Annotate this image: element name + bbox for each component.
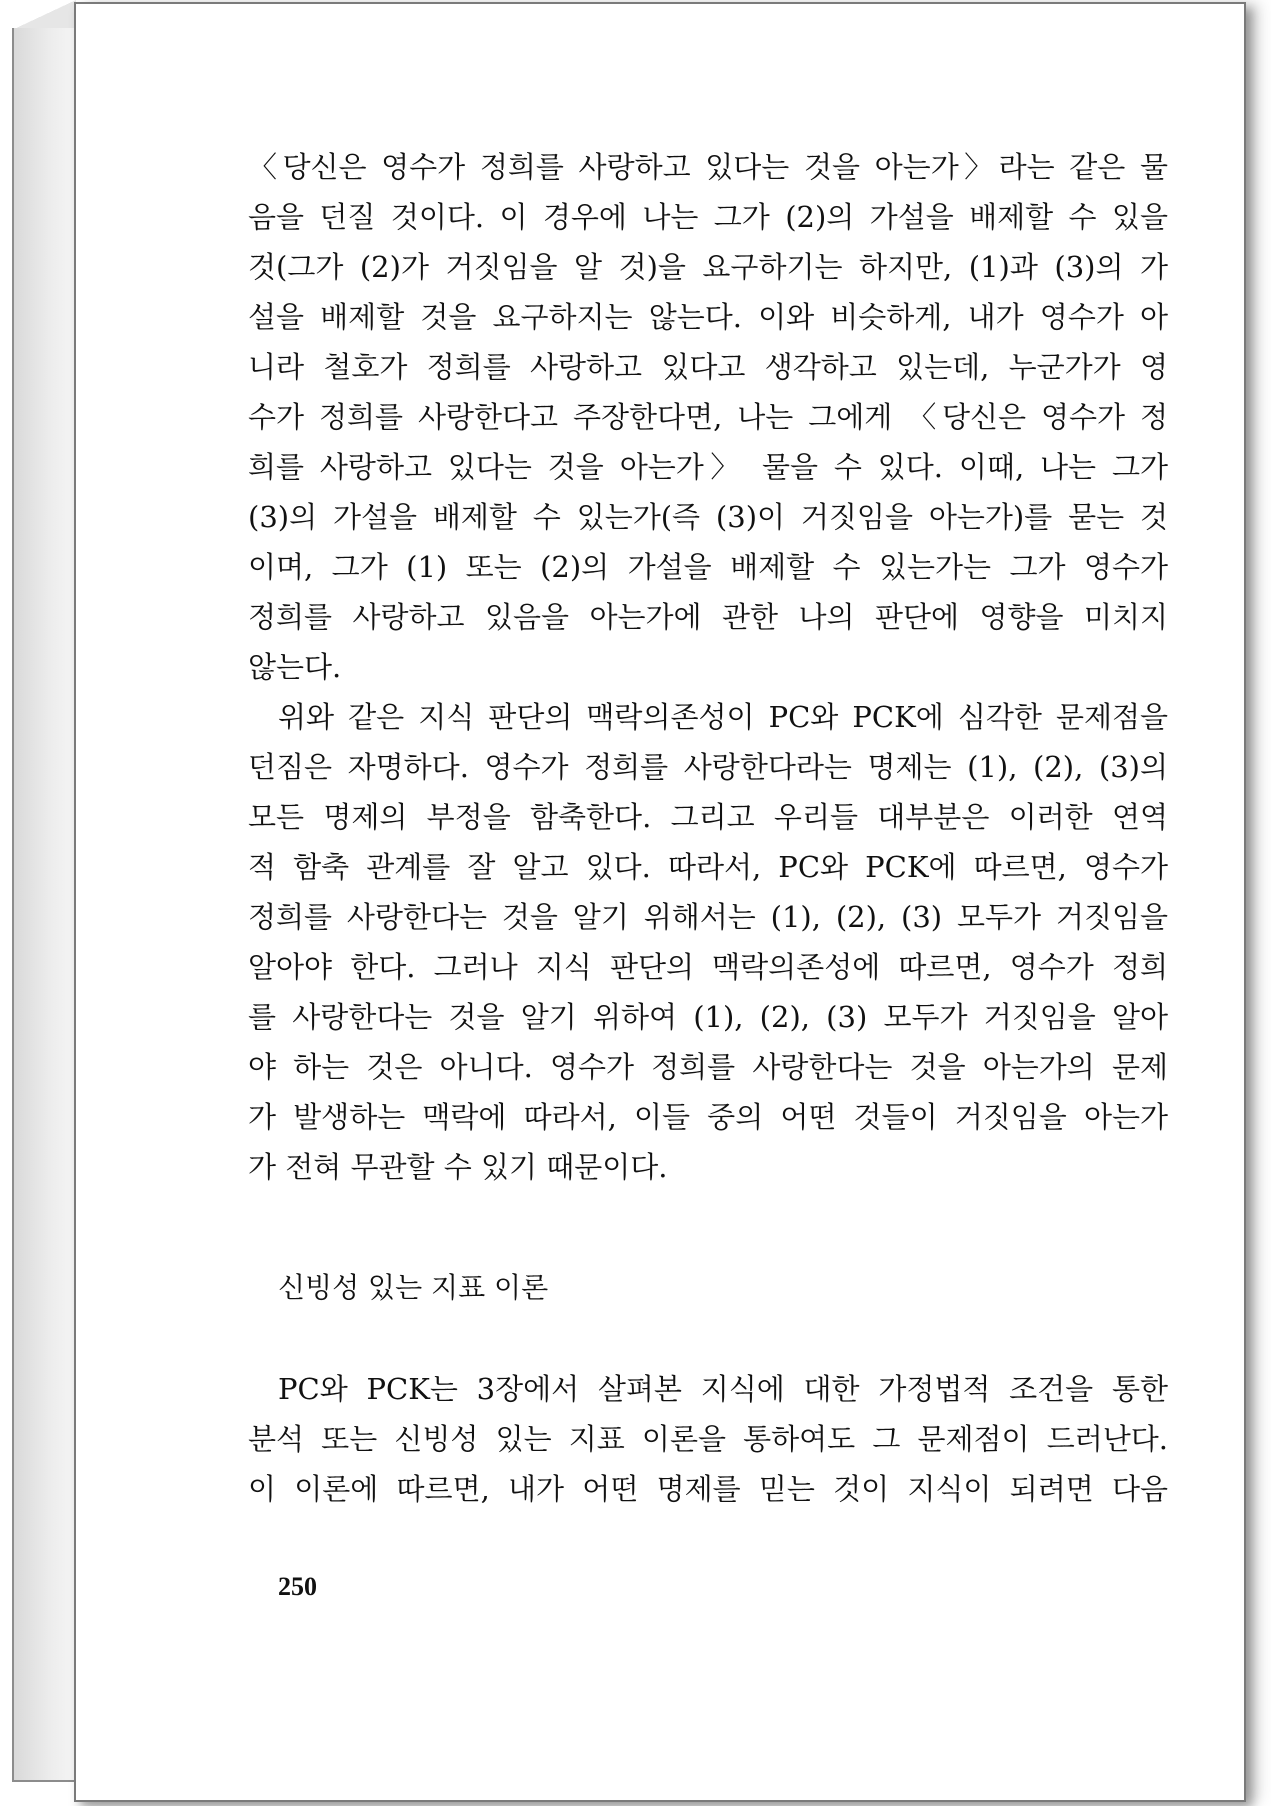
paragraph-2-line: 모든 명제의 부정을 함축한다. 그리고 우리들 대부분은 이러한 연역 <box>248 800 1168 834</box>
paragraph-1-line: 니라 철호가 정희를 사랑하고 있다고 생각하고 있는데, 누군가가 영 <box>248 350 1168 384</box>
paragraph-2-line: 가 발생하는 맥락에 따라서, 이들 중의 어떤 것들이 거짓임을 아는가 <box>248 1100 1168 1134</box>
paragraph-1-line: 정희를 사랑하고 있음을 아는가에 관한 나의 판단에 영향을 미치지 <box>248 600 1168 634</box>
paragraph-2-line: 정희를 사랑한다는 것을 알기 위해서는 (1), (2), (3) 모두가 거짓임을 <box>248 900 1168 934</box>
paragraph-1-line: (3)의 가설을 배제할 수 있는가(즉 (3)이 거짓임을 아는가)를 묻는 것 <box>248 500 1168 534</box>
paragraph-3-line: 이 이론에 따르면, 내가 어떤 명제를 믿는 것이 지식이 되려면 다음 <box>248 1472 1168 1506</box>
page-number: 250 <box>278 1572 317 1601</box>
paragraph-1-line: 설을 배제할 것을 요구하지는 않는다. 이와 비슷하게, 내가 영수가 아 <box>248 300 1168 334</box>
body-text-lower <box>248 1364 1168 1514</box>
book-page <box>74 2 1246 1802</box>
body-text-upper <box>248 142 1168 1192</box>
paragraph-2-line: 적 함축 관계를 잘 알고 있다. 따라서, PC와 PCK에 따르면, 영수가 <box>248 850 1168 884</box>
paragraph-1-line: 것(그가 (2)가 거짓임을 알 것)을 요구하기는 하지만, (1)과 (3)의 가 <box>248 250 1168 284</box>
paragraph-3-line: PC와 PCK는 3장에서 살펴본 지식에 대한 가정법적 조건을 통한 <box>278 1372 1168 1406</box>
paragraph-1-line: 이며, 그가 (1) 또는 (2)의 가설을 배제할 수 있는가는 그가 영수가 <box>248 550 1168 584</box>
paragraph-1-line: 수가 정희를 사랑한다고 주장한다면, 나는 그에게 〈당신은 영수가 정 <box>248 400 1168 434</box>
paragraph-2-line: 던짐은 자명하다. 영수가 정희를 사랑한다라는 명제는 (1), (2), (3)의 <box>248 750 1168 784</box>
book-spine <box>12 28 78 1782</box>
paragraph-3-line: 분석 또는 신빙성 있는 지표 이론을 통하여도 그 문제점이 드러난다. <box>248 1422 1168 1456</box>
book-spine-top <box>12 0 76 30</box>
section-heading: 신빙성 있는 지표 이론 <box>278 1271 549 1304</box>
paragraph-2-line: 위와 같은 지식 판단의 맥락의존성이 PC와 PCK에 심각한 문제점을 <box>278 700 1168 734</box>
paragraph-2-line: 야 하는 것은 아니다. 영수가 정희를 사랑한다는 것을 아는가의 문제 <box>248 1050 1168 1084</box>
paragraph-2-line: 가 전혀 무관할 수 있기 때문이다. <box>248 1150 668 1184</box>
paragraph-1-line: 음을 던질 것이다. 이 경우에 나는 그가 (2)의 가설을 배제할 수 있을 <box>248 200 1168 234</box>
paragraph-1-line: 희를 사랑하고 있다는 것을 아는가〉 물을 수 있다. 이때, 나는 그가 <box>248 450 1168 484</box>
paragraph-1-line: 않는다. <box>248 650 342 684</box>
paragraph-2-line: 를 사랑한다는 것을 알기 위하여 (1), (2), (3) 모두가 거짓임을 알아 <box>248 1000 1168 1034</box>
paragraph-2-line: 알아야 한다. 그러나 지식 판단의 맥락의존성에 따르면, 영수가 정희 <box>248 950 1168 984</box>
paragraph-1-line: 〈당신은 영수가 정희를 사랑하고 있다는 것을 아는가〉라는 같은 물 <box>248 150 1168 184</box>
